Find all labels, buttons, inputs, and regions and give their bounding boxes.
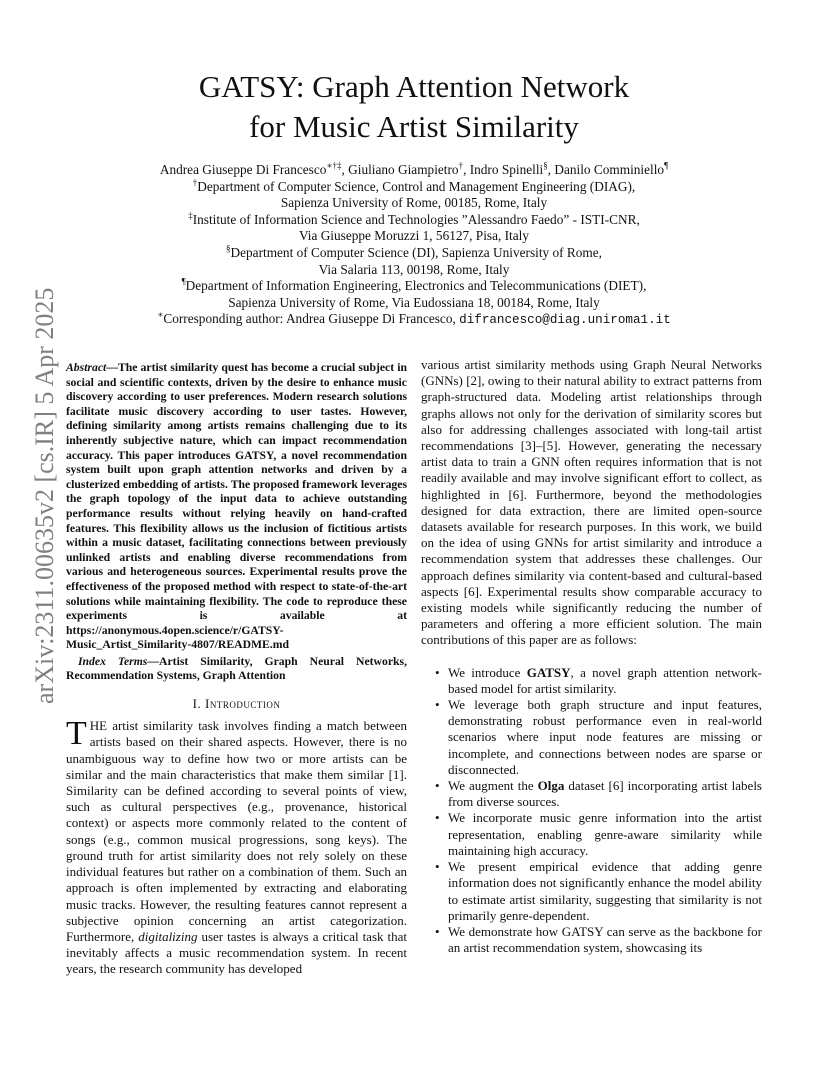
contribution-text: We leverage both graph structure and input features, demonstrating robust performance even in real-world scenarios where input node features are missing or incomplete, and connections between nodes are sparse or disconnected. [448,697,762,777]
aff1-mark: † [192,177,198,188]
right-column [421,357,762,956]
affiliation-3-line-1 [70,245,758,262]
abstract [66,361,407,653]
contribution-text: We introduce [448,664,527,680]
author-4-marks: ¶ [664,160,669,171]
intro-first-word: HE [89,718,108,734]
aff1-text: Department of Computer Science, Control and Management Engineering (DIAG), [197,178,636,194]
abstract-text: —The artist similarity quest has become a crucial subject in social and scientific contexts, driven by the desire to enhance music discovery according to user preferences. Modern research solutions facilitate music discovery according to user tastes. However, defining similarity among artists remains challenging due to its inherently subjective nature, which can impact recommendation accuracy. This paper introduces GATSY, a novel recommendation system built upon graph attention networks and driven by a clusterized embedding of artists. The proposed framework leverages the graph topology of the input data to achieve outstanding performance results without relying heavily on hand-crafted features. This flexibility allows us the inclusion of fictitious artists within a music dataset, facilitating connections between previously unlinked artists and enabling diverse recommendations from various and heterogeneous sources. Experimental results prove the effectiveness of the proposed method with respect to state-of-the-art solutions while maintaining flexibility. The code to reproduce these experiments is available at https://anonymous.4open.science/r/GATSY-Music_Artist_Similarity-4807/README.md [66,361,407,652]
index-terms [66,655,407,684]
author-1: Andrea Giuseppe Di Francesco [159,162,327,177]
bullet-icon: • [435,664,440,680]
bullet-icon: • [435,923,440,939]
abstract-lead: Abstract [66,361,107,374]
index-terms-lead: Index Terms [78,654,148,668]
aff2-text: Institute of Information Science and Technologies ”Alessandro Faedo” - ISTI-CNR, [192,211,640,227]
corresponding-author [70,311,758,329]
author-3-marks: § [543,160,548,171]
bullet-icon: • [435,778,440,794]
contribution-text: We present empirical evidence that adding genre information does not significantly enhance the model ability to estimate artist similarity, suggesting that similarity is not primarily genre-dependent. [448,859,762,923]
paper-title [80,67,748,147]
affiliation-1-line-1 [70,179,758,196]
contribution-keyword: Olga [537,778,565,794]
index-terms-text: —Artist Similarity, Graph Neural Networks, Recommendation Systems, Graph Attention [66,654,407,683]
drop-cap: T [66,715,87,753]
aff4-mark: ¶ [181,276,186,287]
corr-text: Corresponding author: Andrea Giuseppe Di Francesco, [163,311,460,327]
intro-text-b: user tastes is always a critical task that inevitably affects a music recommendation system. In recent years, the research community has developed [66,928,408,977]
author-2-marks: † [458,160,464,171]
contribution-item [421,697,762,778]
contribution-text-tail: , a novel graph attention network-based model for artist similarity. [448,664,763,696]
author-3: , Indro Spinelli [463,162,544,177]
author-4: , Danilo Comminiello [547,162,665,177]
corr-mark: ∗ [157,309,164,320]
contribution-item [421,810,762,859]
affiliation-4-line-2: Sapienza University of Rome, Via Eudossiana 18, 00184, Rome, Italy [228,294,600,310]
corresponding-email-link[interactable]: difrancesco@diag.uniroma1.it [459,313,671,328]
intro-emphasis: digitalizing [138,928,198,944]
intro-text-a: artist similarity task involves finding a match between artists based on their shared aspects. However, there is no unambiguous way to define how two or more artists can be similar and the main characteristics that make them similar [1]. Similarity can be defined according to several points of view, such as cultural perspectives (e.g., provenance, historical context) or aspects more commonly related to the content of songs (e.g., common musical progressions, song keys). The ground truth for artist similarity does not rely solely on these individual features but rather on a combination of them. Such an approach is often implemented by extracting and elaborating music tracks. However, the resulting features cannot represent a subjective opinion concerning an artist categorization. Furthermore, [66,718,407,944]
title-line-2: for Music Artist Similarity [249,109,579,144]
contribution-text: We augment the [448,778,538,794]
intro-continuation: various artist similarity methods using Graph Neural Networks (GNNs) [2], owing to their natural ability to extract patterns from graph-structured data. Modeling artist relationships through graphs allows not only for the derivation of similarity scores but also for addressing challenges associated with long-tail artist recommendations [3]–[5]. However, generating the necessary artist data to train a GNN often requires information that is not readily available and may involve significant effort to collect, as highlighted in [6]. Furthermore, beyond the methodologies designed for data extraction, there are limited open-source datasets available for research purposes. In this work, we build on the idea of using GNNs for artist similarity and introduce a recommendation system that addresses these challenges. Our approach defines similarity via content-based and cultural-based aspects [6]. Experimental results show comparable accuracy to existing models while significantly reducing the number of parameters and offering a more efficient solution. The main contributions of this paper are as follows: [421,357,762,648]
contribution-item [421,859,762,924]
contributions-list [421,665,762,957]
aff4-text: Department of Information Engineering, Electronics and Telecommunications (DIET), [185,278,647,294]
author-block [70,162,758,329]
author-1-marks: ∗†‡ [326,160,342,171]
author-names [70,162,758,179]
bullet-icon: • [435,697,440,713]
title-line-1: GATSY: Graph Attention Network [198,69,630,104]
contribution-text: We incorporate music genre information into the artist representation, enabling genre-aware similarity while maintaining high accuracy. [448,810,762,858]
contribution-text: We demonstrate how GATSY can serve as the backbone for an artist recommendation system, showcasing its [448,923,762,956]
affiliation-2-line-2: Via Giuseppe Moruzzi 1, 56127, Pisa, Italy [298,228,529,244]
aff3-text: Department of Computer Science (DI), Sapienza University of Rome, [230,244,602,260]
bullet-icon: • [435,859,440,875]
aff3-mark: § [226,243,231,254]
left-column [66,361,407,978]
contribution-item [421,778,762,810]
affiliation-2-line-1 [70,212,758,229]
affiliation-1-line-2: Sapienza University of Rome, 00185, Rome, Italy [280,195,548,211]
aff2-mark: ‡ [188,210,193,221]
contribution-item [421,924,762,956]
contribution-keyword: GATSY [526,664,571,680]
arxiv-sidebar-stamp: arXiv:2311.00635v2 [cs.IR] 5 Apr 2025 [30,287,59,704]
affiliation-4-line-1 [70,278,758,295]
section-heading-introduction: I. Introduction [192,696,281,712]
contribution-item [421,665,762,697]
contribution-text-tail: dataset [6] incorporating artist labels from diverse sources. [448,778,762,810]
bullet-icon: • [435,810,440,826]
author-2: , Giuliano Giampietro [341,162,459,177]
intro-paragraph [66,715,408,977]
affiliation-3-line-2: Via Salaria 113, 00198, Rome, Italy [318,261,510,277]
